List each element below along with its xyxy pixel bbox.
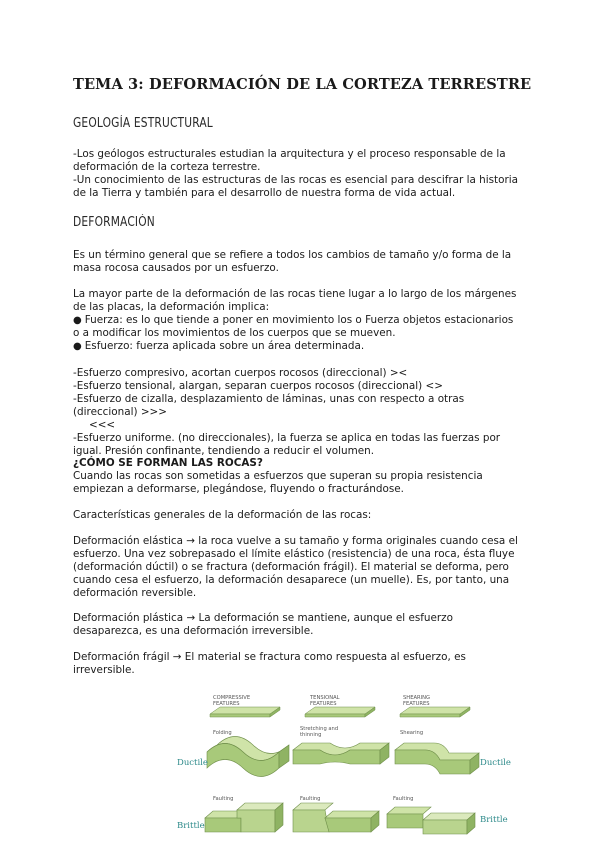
ductile-stretching-block bbox=[293, 743, 389, 764]
section-deformacion-text bbox=[73, 249, 543, 677]
slab-compressive bbox=[210, 707, 280, 717]
col-label-tensional: TENSIONAL bbox=[310, 695, 340, 701]
text-line: de la Tierra y también para el desarrollo de nuestra forma de vida actual. bbox=[73, 186, 456, 199]
text-line: (direccional) >>> bbox=[73, 405, 167, 418]
question-heading: ¿CÓMO SE FORMAN LAS ROCAS? bbox=[73, 457, 263, 470]
text-line: Deformación elástica → la roca vuelve a su tamaño y forma originales cuando cesa el bbox=[73, 534, 518, 547]
text-line: masa rocosa causados por un esfuerzo. bbox=[73, 261, 279, 274]
text-line: esfuerzo. Una vez sobrepasado el límite elástico (resistencia) de una roca, ésta fluye bbox=[73, 547, 515, 560]
text-line: desaparezca, es una deformación irreversible. bbox=[73, 625, 314, 638]
section-heading-deformacion: DEFORMACIÓN bbox=[73, 215, 155, 230]
slab-tensional bbox=[305, 707, 375, 717]
text-line: Características generales de la deformación de las rocas: bbox=[73, 509, 372, 522]
text-line: igual. Presión confinante, tendiendo a reducir el volumen. bbox=[73, 444, 374, 457]
col-label-compressive: COMPRESSIVE bbox=[213, 695, 251, 701]
page-title: TEMA 3: DEFORMACIÓN DE LA CORTEZA TERRESTRE bbox=[73, 76, 532, 93]
text-line: -Esfuerzo compresivo, acortan cuerpos rocosos (direccional) >< bbox=[73, 367, 408, 380]
text-line: Es un término general que se refiere a todos los cambios de tamaño y/o forma de la bbox=[73, 249, 512, 261]
deformation-features-figure bbox=[175, 690, 515, 840]
section-geologia-text bbox=[73, 148, 543, 200]
brittle-compressive-block bbox=[205, 803, 283, 832]
col-label-compressive-2: FEATURES bbox=[213, 701, 240, 707]
text-line: irreversible. bbox=[73, 663, 135, 676]
text-line: (deformación dúctil) o se fractura (deformación frágil). El material se deforma, pero bbox=[73, 560, 509, 573]
label-shearing: Shearing bbox=[400, 730, 424, 736]
text-line: -Esfuerzo tensional, alargan, separan cuerpos rocosos (direccional) <> bbox=[73, 380, 443, 393]
bullet-fuerza: ● Fuerza: es lo que tiende a poner en movimiento los o Fuerza objetos estacionarios bbox=[73, 314, 543, 328]
text-line: Deformación plástica → La deformación se mantiene, aunque el esfuerzo bbox=[73, 612, 453, 625]
col-label-tensional-2: FEATURES bbox=[310, 701, 337, 707]
text-line: deformación reversible. bbox=[73, 586, 197, 599]
label-stretching-2: thinning bbox=[300, 732, 322, 738]
label-faulting-1: Faulting bbox=[213, 796, 234, 802]
label-faulting-3: Faulting bbox=[393, 796, 414, 802]
text-line: o a modificar los movimientos de los cuerpos que se mueven. bbox=[73, 327, 396, 340]
text-line: de las placas, la deformación implica: bbox=[73, 300, 270, 313]
text-line: -Los geólogos estructurales estudian la arquitectura y el proceso responsable de la bbox=[73, 148, 506, 160]
brittle-shearing-block bbox=[387, 807, 475, 834]
label-stretching: Stretching and bbox=[300, 726, 339, 732]
col-label-shearing-2: FEATURES bbox=[403, 701, 430, 707]
side-label-brittle-right: Brittle bbox=[480, 815, 508, 825]
side-label-brittle: Brittle bbox=[177, 821, 205, 831]
text-line: Cuando las rocas son sometidas a esfuerzos que superan su propia resistencia bbox=[73, 470, 483, 483]
text-line: -Esfuerzo de cizalla, desplazamiento de láminas, unas con respecto a otras bbox=[73, 392, 465, 405]
text-line: cuando cesa el esfuerzo, la deformación desaparece (un muelle). Es, por tanto, una bbox=[73, 573, 510, 586]
text-line: -Un conocimiento de las estructuras de las rocas es esencial para descifrar la historia bbox=[73, 173, 518, 186]
brittle-tensional-block bbox=[293, 803, 379, 832]
label-folding: Folding bbox=[213, 730, 232, 736]
text-line: <<< bbox=[89, 418, 116, 431]
ductile-shearing-block bbox=[395, 743, 479, 774]
side-label-ductile: Ductile bbox=[177, 758, 208, 768]
bullet-esfuerzo: ● Esfuerzo: fuerza aplicada sobre un área determinada. bbox=[73, 340, 543, 354]
text-line: empiezan a deformarse, plegándose, fluyendo o fracturándose. bbox=[73, 483, 404, 496]
slab-shearing bbox=[400, 707, 470, 717]
text-line: deformación de la corteza terrestre. bbox=[73, 160, 261, 173]
text-line: -Esfuerzo uniforme. (no direccionales), la fuerza se aplica en todas las fuerzas por bbox=[73, 431, 501, 444]
text-line: La mayor parte de la deformación de las rocas tiene lugar a lo largo de los márgenes bbox=[73, 287, 517, 300]
col-label-shearing: SHEARING bbox=[403, 695, 431, 701]
text-line: Deformación frágil → El material se fractura como respuesta al esfuerzo, es bbox=[73, 651, 466, 663]
side-label-ductile-right: Ductile bbox=[480, 758, 511, 768]
label-faulting-2: Faulting bbox=[300, 796, 321, 802]
section-heading-geologia: GEOLOGÍA ESTRUCTURAL bbox=[73, 116, 213, 131]
ductile-folding-block bbox=[207, 737, 289, 777]
